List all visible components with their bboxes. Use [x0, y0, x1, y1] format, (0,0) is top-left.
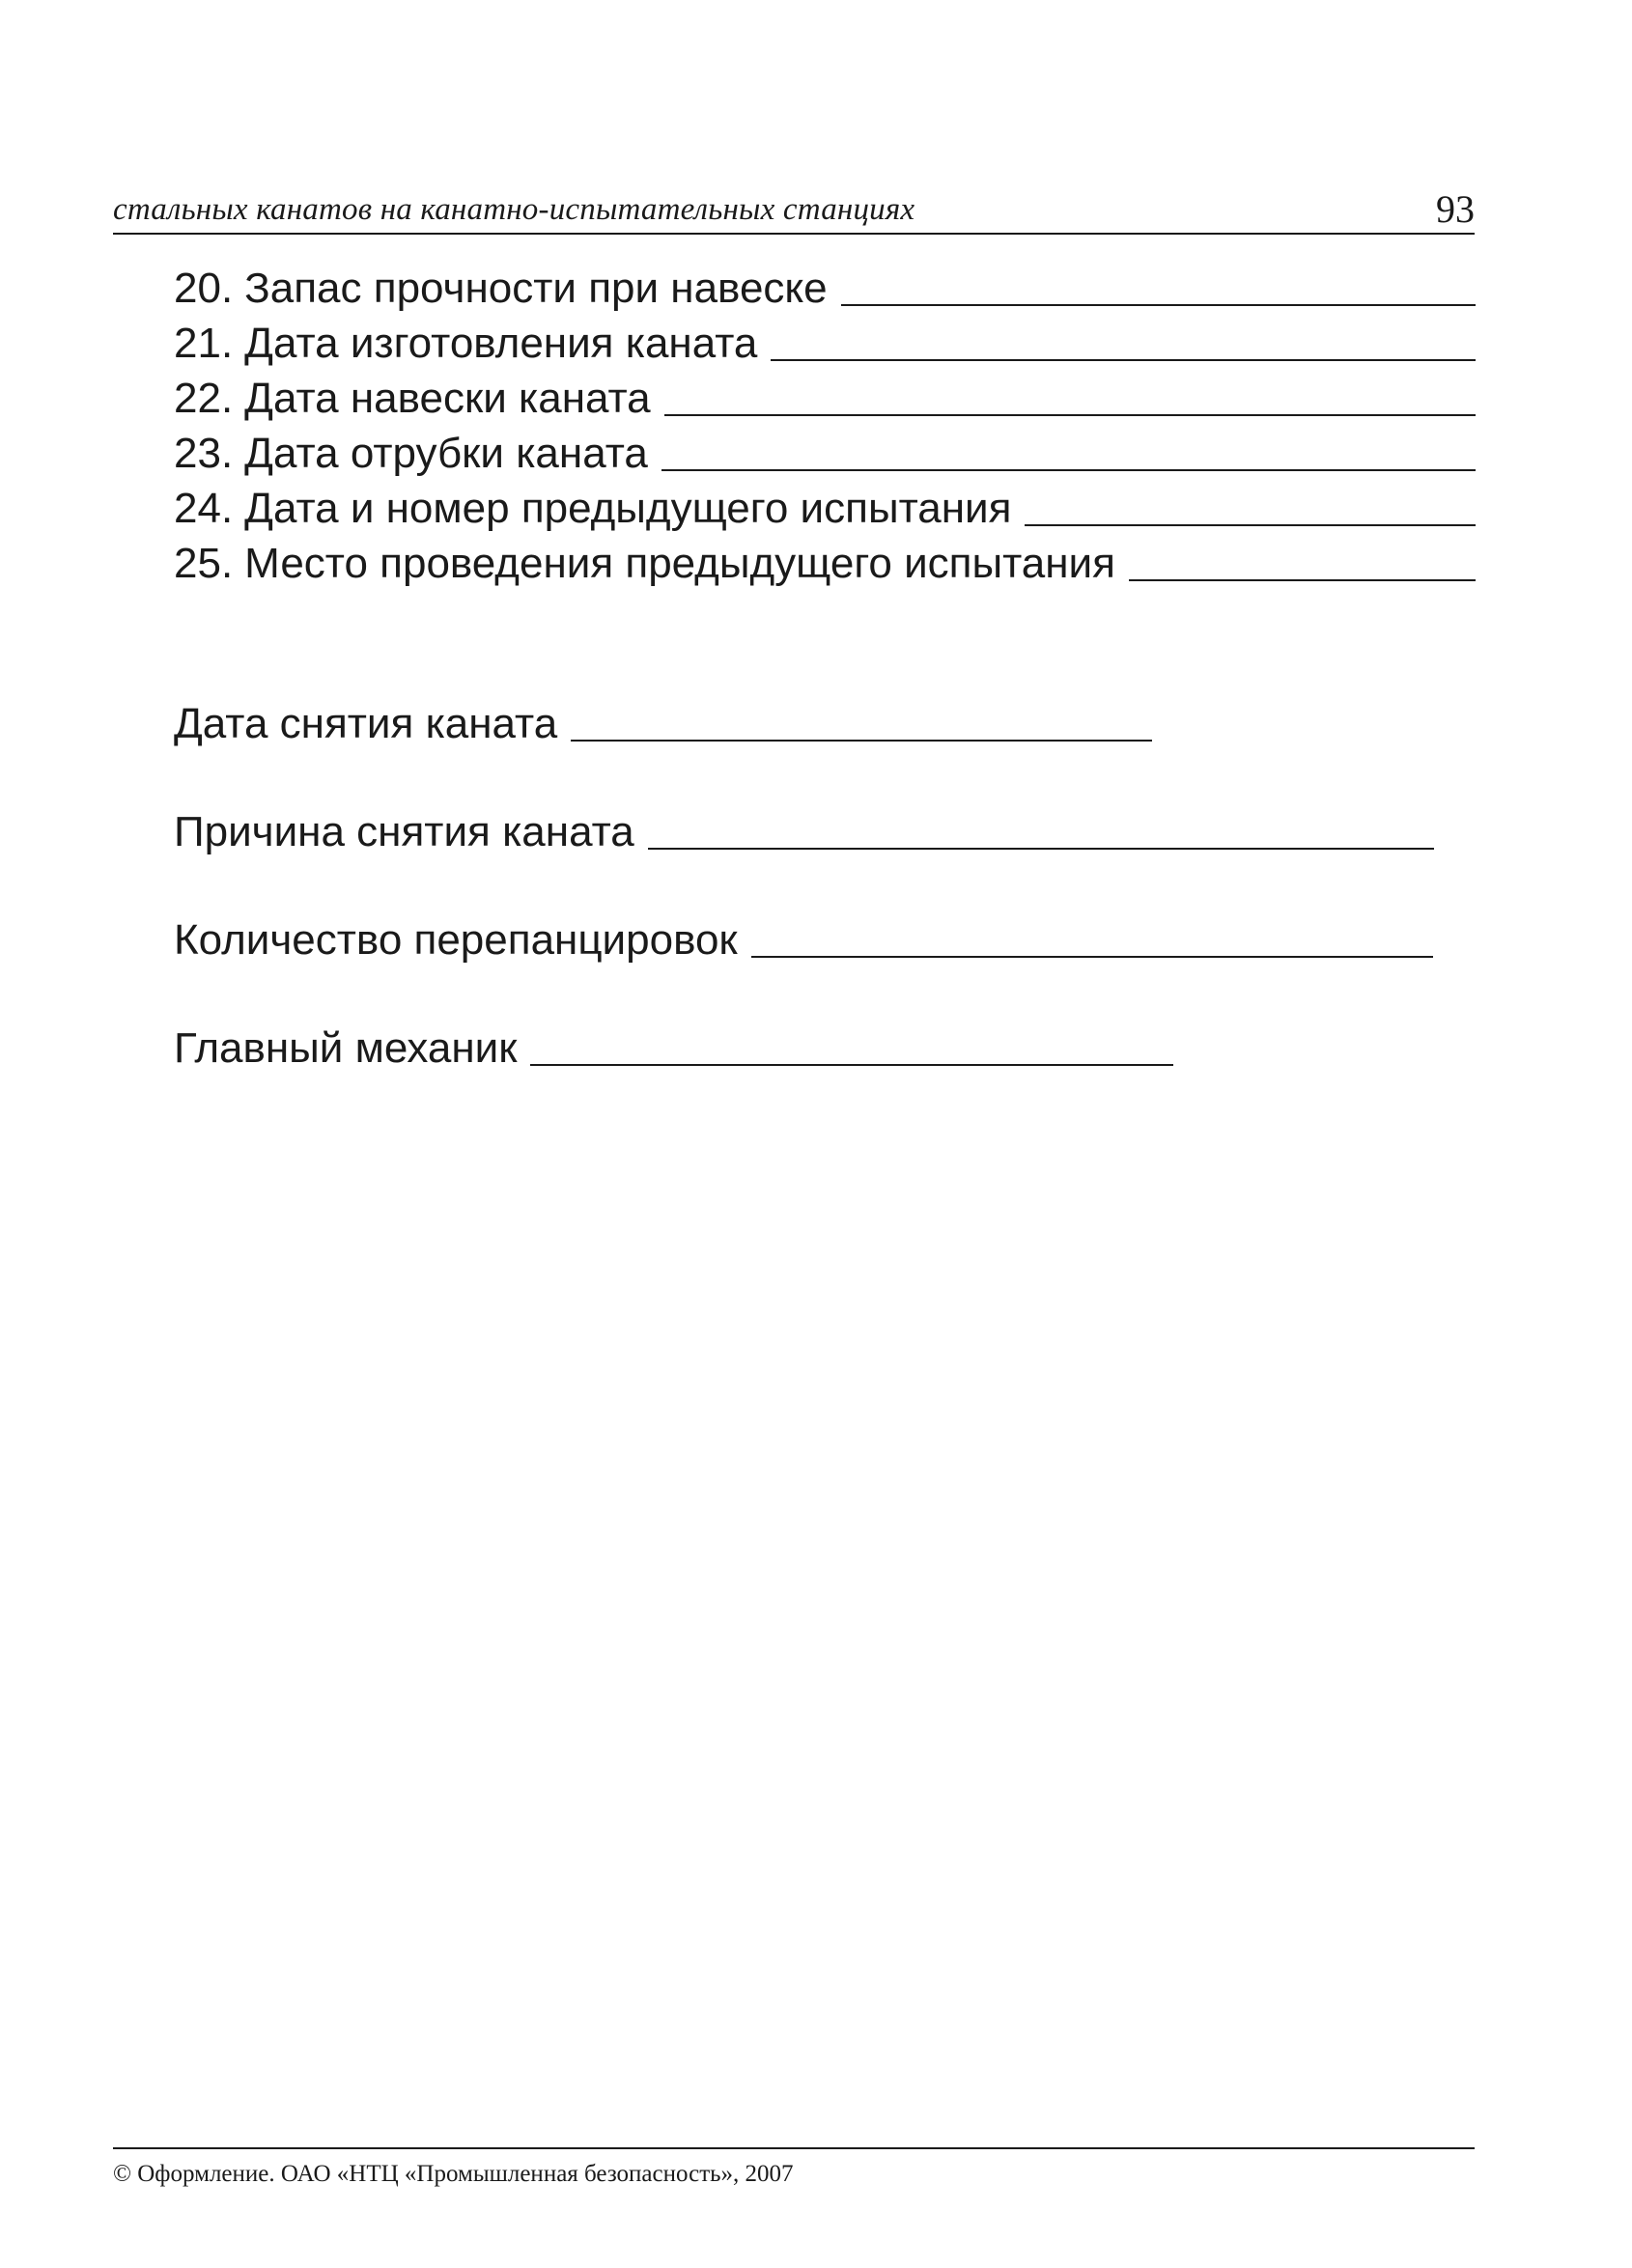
footer-copyright: © Оформление. ОАО «НТЦ «Промышленная безопасность», 2007 [113, 2161, 794, 2187]
blank-field-line [751, 955, 1433, 958]
item-label: Запас прочности при навеске [244, 265, 828, 312]
blank-field-line [1025, 523, 1476, 526]
running-title: стальных канатов на канатно-испытательных станциях [113, 192, 915, 227]
header-rule [113, 233, 1475, 235]
item-number: 22. [174, 375, 234, 422]
list-item [174, 475, 1476, 530]
item-number: 23. [174, 430, 234, 477]
blank-field-line [661, 468, 1476, 471]
item-label: Дата и номер предыдущего испытания [244, 485, 1012, 532]
repancing-count-field [174, 916, 1433, 964]
signature-line [530, 1063, 1173, 1066]
item-number: 21. [174, 320, 234, 367]
footer-rule [113, 2147, 1475, 2149]
item-number: 25. [174, 540, 234, 587]
list-item [174, 420, 1476, 475]
list-item [174, 255, 1476, 310]
blank-field-line [571, 739, 1152, 742]
list-item [174, 310, 1476, 365]
repancing-count-label: Количество перепанцировок [174, 916, 738, 964]
list-item [174, 530, 1476, 585]
blank-field-line [841, 303, 1476, 306]
item-number: 24. [174, 485, 234, 532]
item-label: Дата отрубки каната [244, 430, 648, 477]
item-label: Дата изготовления каната [244, 320, 758, 367]
removal-date-label: Дата снятия каната [174, 700, 558, 747]
blank-field-line [648, 847, 1434, 850]
removal-date-field [174, 700, 1152, 747]
chief-mechanic-field [174, 1024, 1173, 1072]
chief-mechanic-label: Главный механик [174, 1024, 518, 1072]
removal-reason-field [174, 808, 1434, 855]
removal-reason-label: Причина снятия каната [174, 808, 634, 855]
numbered-items [174, 255, 1476, 585]
list-item [174, 365, 1476, 420]
blank-field-line [664, 413, 1476, 416]
page-number: 93 [1436, 187, 1475, 231]
item-number: 20. [174, 265, 234, 312]
running-header [113, 185, 1475, 234]
blank-field-line [771, 358, 1476, 361]
item-label: Место проведения предыдущего испытания [244, 540, 1115, 587]
item-label: Дата навески каната [244, 375, 651, 422]
blank-field-line [1129, 578, 1476, 581]
